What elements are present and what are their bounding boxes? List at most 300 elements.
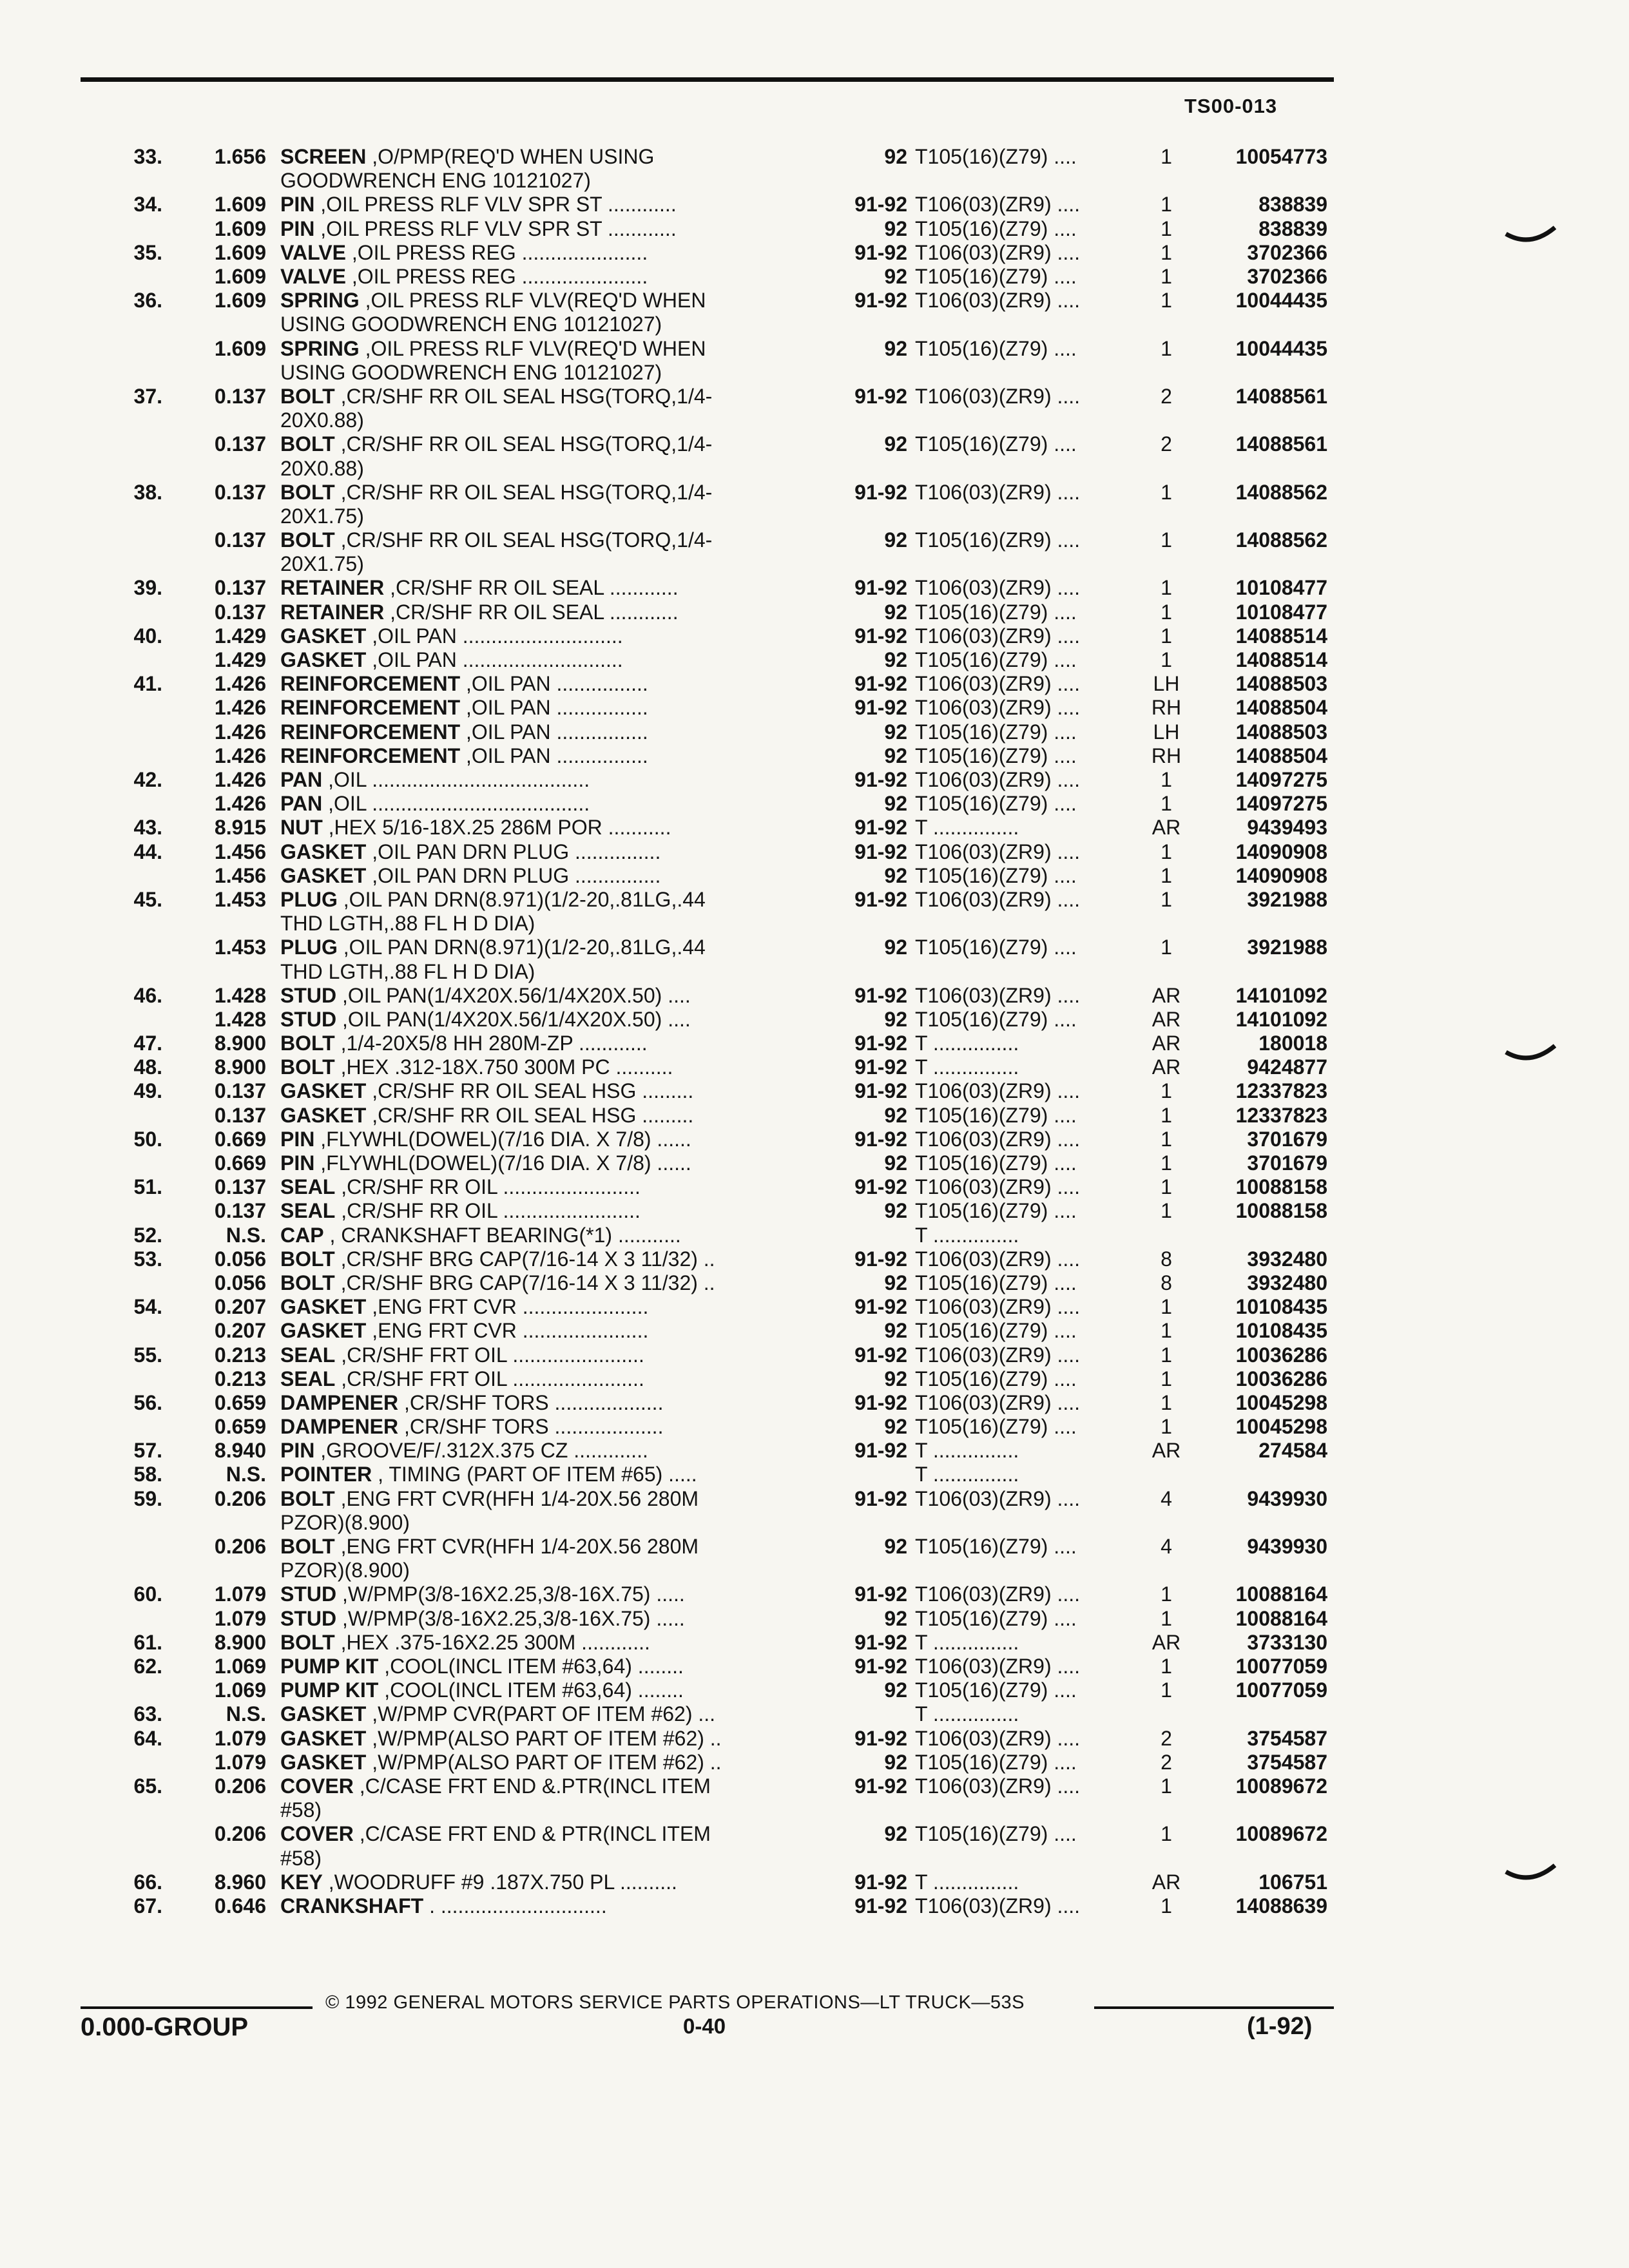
application-code: T106(03)(ZR9) .... [915,1079,1081,1103]
illustration-ref: 0.213 [214,1343,266,1367]
description-text: ,W/PMP(3/8-16X2.25,3/8-16X.75) ..... [342,1582,685,1606]
footer-rule-left [81,2006,313,2009]
part-number: 14088562 [1235,480,1327,504]
part-number: 10108435 [1235,1319,1327,1343]
part-number: 10088164 [1235,1606,1327,1630]
application-code: T106(03)(ZR9) .... [915,1774,1081,1798]
illustration-ref: 1.456 [214,863,266,887]
application-code: T105(16)(Z79) .... [915,744,1077,767]
application-code: T106(03)(ZR9) .... [915,1247,1081,1271]
quantity: 1 [1161,1079,1172,1103]
part-row [97,672,1340,696]
application-code: T105(16)(Z79) .... [915,264,1077,288]
top-rule [81,77,1334,82]
description-text: ,CR/SHF RR OIL SEAL HSG(TORQ,1/4- [340,480,713,504]
part-number: 10088158 [1235,1175,1327,1199]
parts-list [97,145,1340,1918]
description-continuation: GOODWRENCH ENG 10121027) [280,169,591,193]
model-years: 91-92 [854,1894,907,1917]
quantity: AR [1152,1630,1181,1654]
part-name: PIN [280,193,315,216]
part-description [280,289,822,336]
application-code: T106(03)(ZR9) .... [915,576,1081,600]
part-number: 10088158 [1235,1199,1327,1223]
model-years: 91-92 [854,1870,907,1894]
model-years: 92 [884,863,907,887]
application-code: T106(03)(ZR9) .... [915,1127,1081,1151]
application-code: T105(16)(Z79) .... [915,1822,1077,1846]
part-number: 14090908 [1235,863,1327,887]
illustration-ref: 0.669 [214,1127,266,1151]
application-code: T106(03)(ZR9) .... [915,696,1081,720]
description-text: ,CR/SHF FRT OIL ....................... [341,1343,644,1367]
copyright-notice: © 1992 GENERAL MOTORS SERVICE PARTS OPERATIONS—LT TRUCK—53S [325,1992,1025,2013]
application-code: T106(03)(ZR9) .... [915,240,1081,264]
part-number: 9439493 [1247,816,1327,840]
part-row [97,241,1340,265]
illustration-ref: 0.659 [214,1390,266,1414]
illustration-ref: 1.428 [214,983,266,1007]
model-years: 91-92 [854,1582,907,1606]
part-row [97,1631,1340,1655]
quantity: 1 [1161,1390,1172,1414]
model-years: 92 [884,1103,907,1127]
model-years: 92 [884,936,907,959]
description-text: ,OIL PRESS RLF VLV(REQ'D WHEN [365,336,706,360]
application-code: T106(03)(ZR9) .... [915,1390,1081,1414]
part-number: 14088514 [1235,624,1327,648]
part-description [280,1367,822,1391]
model-years: 92 [884,528,907,552]
part-name: CAP [280,1223,324,1247]
item-number: 54. [133,1295,162,1319]
description-text: ,GROOVE/F/.312X.375 CZ ............. [320,1439,648,1463]
punch-hole-mark [1505,1041,1556,1066]
description-text: ,W/PMP CVR(PART OF ITEM #62) ... [372,1702,716,1726]
description-text: ,OIL PAN(1/4X20X.56/1/4X20X.50) .... [342,983,691,1007]
illustration-ref: 1.428 [214,1007,266,1031]
part-name: GASKET [280,1079,367,1103]
part-number: 3754587 [1247,1750,1327,1774]
description-text: ,OIL PRESS RLF VLV SPR ST ............ [320,193,677,216]
illustration-ref: 0.659 [214,1415,266,1439]
part-description [280,864,822,888]
part-name: REINFORCEMENT [280,720,461,744]
application-code: T ............... [915,1702,1019,1726]
part-name: SPRING [280,336,360,360]
model-years: 91-92 [854,1630,907,1654]
quantity: AR [1152,1007,1181,1031]
part-name: GASKET [280,840,367,863]
description-text: ,HEX .375-16X2.25 300M ............ [340,1630,650,1654]
item-number: 57. [133,1439,162,1463]
description-text: ,CR/SHF BRG CAP(7/16-14 X 3 11/32) .. [340,1247,715,1271]
part-number: 10108435 [1235,1295,1327,1319]
part-row [97,1439,1340,1463]
description-text: ,OIL PAN DRN PLUG ............... [372,863,661,887]
illustration-ref: 0.206 [214,1486,266,1510]
quantity: 1 [1161,792,1172,816]
model-years: 91-92 [854,1055,907,1079]
part-number: 12337823 [1235,1103,1327,1127]
model-years: 92 [884,1822,907,1846]
part-description [280,768,822,792]
application-code: T105(16)(Z79) .... [915,1103,1077,1127]
illustration-ref: 1.079 [214,1726,266,1750]
illustration-ref: 0.206 [214,1774,266,1798]
description-text: ,CR/SHF FRT OIL ....................... [341,1367,644,1390]
part-name: BOLT [280,1271,335,1294]
part-name: VALVE [280,240,346,264]
item-number: 53. [133,1247,162,1271]
item-number: 36. [133,289,162,312]
part-description [280,1678,822,1702]
part-description [280,1702,822,1726]
part-description [280,193,822,216]
part-name: STUD [280,1582,337,1606]
model-years: 91-92 [854,1439,907,1463]
description-text: ,CR/SHF RR OIL ........................ [341,1175,641,1199]
part-row [97,1582,1340,1606]
application-code: T105(16)(Z79) .... [915,1606,1077,1630]
quantity: 1 [1161,240,1172,264]
application-code: T105(16)(Z79) .... [915,432,1077,456]
description-text: , CRANKSHAFT BEARING(*1) ........... [329,1223,681,1247]
part-row [97,888,1340,936]
description-text: ,OIL PRESS REG ...................... [351,264,648,288]
description-text: ,OIL ...................................... [328,792,590,816]
quantity: 1 [1161,1367,1172,1390]
model-years: 92 [884,1606,907,1630]
quantity: RH [1151,696,1182,720]
application-code: T105(16)(Z79) .... [915,1271,1077,1294]
document-id: TS00-013 [1184,95,1278,117]
part-number: 10077059 [1235,1678,1327,1702]
part-row [97,1391,1340,1415]
item-number: 51. [133,1175,162,1199]
description-continuation: 20X1.75) [280,552,364,576]
model-years: 91-92 [854,384,907,408]
description-text: ,C/CASE FRT END &.PTR(INCL ITEM [359,1774,711,1798]
description-text: ,CR/SHF BRG CAP(7/16-14 X 3 11/32) .. [340,1271,715,1294]
part-row [97,744,1340,768]
illustration-ref: 8.900 [214,1032,266,1055]
application-code: T106(03)(ZR9) .... [915,624,1081,648]
part-number: 12337823 [1235,1079,1327,1103]
part-number: 106751 [1258,1870,1327,1894]
part-number: 10036286 [1235,1343,1327,1367]
model-years: 91-92 [854,816,907,840]
model-years: 92 [884,264,907,288]
part-description [280,601,822,624]
part-number: 3932480 [1247,1271,1327,1294]
part-row [97,385,1340,432]
description-text: ,W/PMP(ALSO PART OF ITEM #62) .. [372,1726,722,1750]
quantity: 1 [1161,1654,1172,1678]
item-number: 62. [133,1654,162,1678]
part-name: DAMPENER [280,1415,399,1439]
part-row [97,1822,1340,1870]
part-name: STUD [280,1007,337,1031]
quantity: 1 [1161,480,1172,504]
description-text: ,CR/SHF RR OIL SEAL ............ [390,576,679,600]
part-row [97,936,1340,983]
part-description [280,1631,822,1655]
illustration-ref: 0.646 [214,1894,266,1917]
part-row [97,1151,1340,1175]
part-description [280,1295,822,1319]
description-text: ,CR/SHF RR OIL SEAL HSG(TORQ,1/4- [340,432,713,456]
model-years: 92 [884,1151,907,1175]
part-row [97,1128,1340,1151]
item-number: 40. [133,624,162,648]
illustration-ref: 0.056 [214,1247,266,1271]
quantity: 1 [1161,1415,1172,1439]
part-name: PLUG [280,887,338,911]
part-name: SCREEN [280,145,367,168]
part-name: GASKET [280,1103,367,1127]
application-code: T106(03)(ZR9) .... [915,1726,1081,1750]
part-description [280,241,822,265]
description-text: ,OIL PAN ................ [466,744,648,767]
part-description [280,145,822,193]
part-row [97,432,1340,480]
part-description [280,1032,822,1055]
illustration-ref: 0.137 [214,1079,266,1103]
item-number: 59. [133,1486,162,1510]
part-name: REINFORCEMENT [280,696,461,720]
part-row [97,1247,1340,1271]
illustration-ref: 1.079 [214,1606,266,1630]
part-description [280,1774,822,1822]
part-name: COVER [280,1774,354,1798]
part-name: PUMP KIT [280,1654,379,1678]
part-name: CRANKSHAFT [280,1894,424,1917]
application-code: T106(03)(ZR9) .... [915,480,1081,504]
model-years: 91-92 [854,840,907,863]
model-years: 91-92 [854,1247,907,1271]
part-name: KEY [280,1870,323,1894]
part-row [97,1727,1340,1751]
model-years: 92 [884,216,907,240]
illustration-ref: N.S. [226,1702,266,1726]
part-number: 14101092 [1235,983,1327,1007]
model-years: 91-92 [854,1079,907,1103]
part-name: BOLT [280,1247,335,1271]
part-name: GASKET [280,1702,367,1726]
model-years: 92 [884,600,907,624]
illustration-ref: N.S. [226,1223,266,1247]
part-name: BOLT [280,480,335,504]
quantity: 8 [1161,1271,1172,1294]
quantity: 1 [1161,1199,1172,1223]
part-name: REINFORCEMENT [280,672,461,696]
item-number: 49. [133,1079,162,1103]
illustration-ref: 1.656 [214,145,266,168]
part-description [280,265,822,289]
part-name: PAN [280,792,323,816]
part-number: 838839 [1258,193,1327,216]
part-name: PUMP KIT [280,1678,379,1702]
part-number: 14088561 [1235,384,1327,408]
quantity: LH [1153,672,1180,696]
part-number: 14097275 [1235,792,1327,816]
application-code: T105(16)(ZR9) .... [915,528,1081,552]
illustration-ref: 1.426 [214,767,266,791]
description-continuation: USING GOODWRENCH ENG 10121027) [280,360,662,384]
model-years: 91-92 [854,767,907,791]
application-code: T105(16)(Z79) .... [915,216,1077,240]
part-name: COVER [280,1822,354,1846]
illustration-ref: 1.426 [214,720,266,744]
description-continuation: 20X0.88) [280,408,364,432]
model-years: 92 [884,1271,907,1294]
part-number: 3754587 [1247,1726,1327,1750]
quantity: 1 [1161,336,1172,360]
item-number: 34. [133,193,162,216]
part-description [280,576,822,600]
description-text: ,ENG FRT CVR(HFH 1/4-20X.56 280M [340,1486,699,1510]
part-name: BOLT [280,528,335,552]
part-name: RETAINER [280,576,385,600]
part-row [97,1175,1340,1199]
illustration-ref: 1.426 [214,696,266,720]
part-number: 9439930 [1247,1486,1327,1510]
model-years: 92 [884,720,907,744]
description-text: ,OIL PRESS REG ...................... [351,240,648,264]
model-years: 92 [884,1319,907,1343]
description-text: ,WOODRUFF #9 .187X.750 PL .......... [328,1870,677,1894]
part-description [280,1582,822,1606]
part-row [97,1415,1340,1439]
illustration-ref: 0.213 [214,1367,266,1390]
part-number: 10088164 [1235,1582,1327,1606]
punch-hole-mark [1505,1860,1556,1886]
description-continuation: PZOR)(8.900) [280,1510,410,1534]
illustration-ref: 0.206 [214,1822,266,1846]
model-years: 91-92 [854,887,907,911]
illustration-ref: 1.609 [214,216,266,240]
part-row [97,1702,1340,1726]
model-years: 91-92 [854,1486,907,1510]
part-number: 14088503 [1235,672,1327,696]
application-code: T106(03)(ZR9) .... [915,1343,1081,1367]
part-row [97,1894,1340,1918]
part-description [280,1822,822,1870]
description-text: ,CR/SHF RR OIL SEAL HSG(TORQ,1/4- [340,384,713,408]
part-row [97,1751,1340,1774]
application-code: T106(03)(ZR9) .... [915,1175,1081,1199]
description-text: ,W/PMP(3/8-16X2.25,3/8-16X.75) ..... [342,1606,685,1630]
description-text: ,ENG FRT CVR ...................... [372,1319,649,1343]
part-name: PIN [280,1439,315,1463]
illustration-ref: 1.426 [214,672,266,696]
part-description [280,385,822,432]
illustration-ref: 1.069 [214,1678,266,1702]
item-number: 43. [133,816,162,840]
part-description [280,1535,822,1582]
application-code: T ............... [915,1032,1019,1055]
quantity: AR [1152,1032,1181,1055]
application-code: T105(16)(Z79) .... [915,145,1077,168]
item-number: 35. [133,240,162,264]
part-number: 3702366 [1247,264,1327,288]
part-number: 14088503 [1235,720,1327,744]
quantity: AR [1152,1439,1181,1463]
model-years: 92 [884,1678,907,1702]
application-code: T ............... [915,816,1019,840]
model-years: 91-92 [854,696,907,720]
part-name: GASKET [280,1319,367,1343]
part-number: 10054773 [1235,145,1327,168]
part-description [280,1008,822,1032]
application-code: T ............... [915,1630,1019,1654]
application-code: T ............... [915,1463,1019,1486]
part-name: PAN [280,767,323,791]
part-description [280,936,822,983]
part-description [280,1104,822,1128]
item-number: 41. [133,672,162,696]
illustration-ref: 1.429 [214,648,266,672]
part-name: STUD [280,1606,337,1630]
description-continuation: #58) [280,1798,322,1822]
model-years: 91-92 [854,983,907,1007]
illustration-ref: 0.137 [214,528,266,552]
part-number: 14090908 [1235,840,1327,863]
part-row [97,864,1340,888]
item-number: 48. [133,1055,162,1079]
part-number: 14088504 [1235,696,1327,720]
model-years: 91-92 [854,1295,907,1319]
item-number: 65. [133,1774,162,1798]
quantity: 1 [1161,1295,1172,1319]
quantity: 1 [1161,863,1172,887]
quantity: 1 [1161,576,1172,600]
application-code: T105(16)(Z79) .... [915,600,1077,624]
item-number: 38. [133,480,162,504]
part-row [97,1008,1340,1032]
part-description [280,624,822,648]
quantity: LH [1153,720,1180,744]
part-row [97,1319,1340,1343]
page-number: 0-40 [683,2014,726,2038]
part-row [97,1055,1340,1079]
part-name: BOLT [280,1486,335,1510]
model-years: 91-92 [854,1175,907,1199]
model-years: 91-92 [854,480,907,504]
application-code: T105(16)(Z79) .... [915,1750,1077,1774]
model-years: 92 [884,432,907,456]
part-name: GASKET [280,1726,367,1750]
application-code: T105(16)(Z79) .... [915,936,1077,959]
model-years: 92 [884,1367,907,1390]
item-number: 37. [133,384,162,408]
description-text: ,W/PMP(ALSO PART OF ITEM #62) .. [372,1750,722,1774]
application-code: T ............... [915,1870,1019,1894]
application-code: T105(16)(Z79) .... [915,648,1077,672]
quantity: 1 [1161,624,1172,648]
illustration-ref: 1.609 [214,289,266,312]
part-name: BOLT [280,384,335,408]
part-number: 10089672 [1235,1822,1327,1846]
description-text: ,CR/SHF RR OIL SEAL HSG(TORQ,1/4- [340,528,713,552]
part-description [280,840,822,864]
part-description [280,1247,822,1271]
quantity: 1 [1161,1822,1172,1846]
part-description [280,888,822,936]
illustration-ref: 8.915 [214,816,266,840]
part-row [97,1655,1340,1678]
